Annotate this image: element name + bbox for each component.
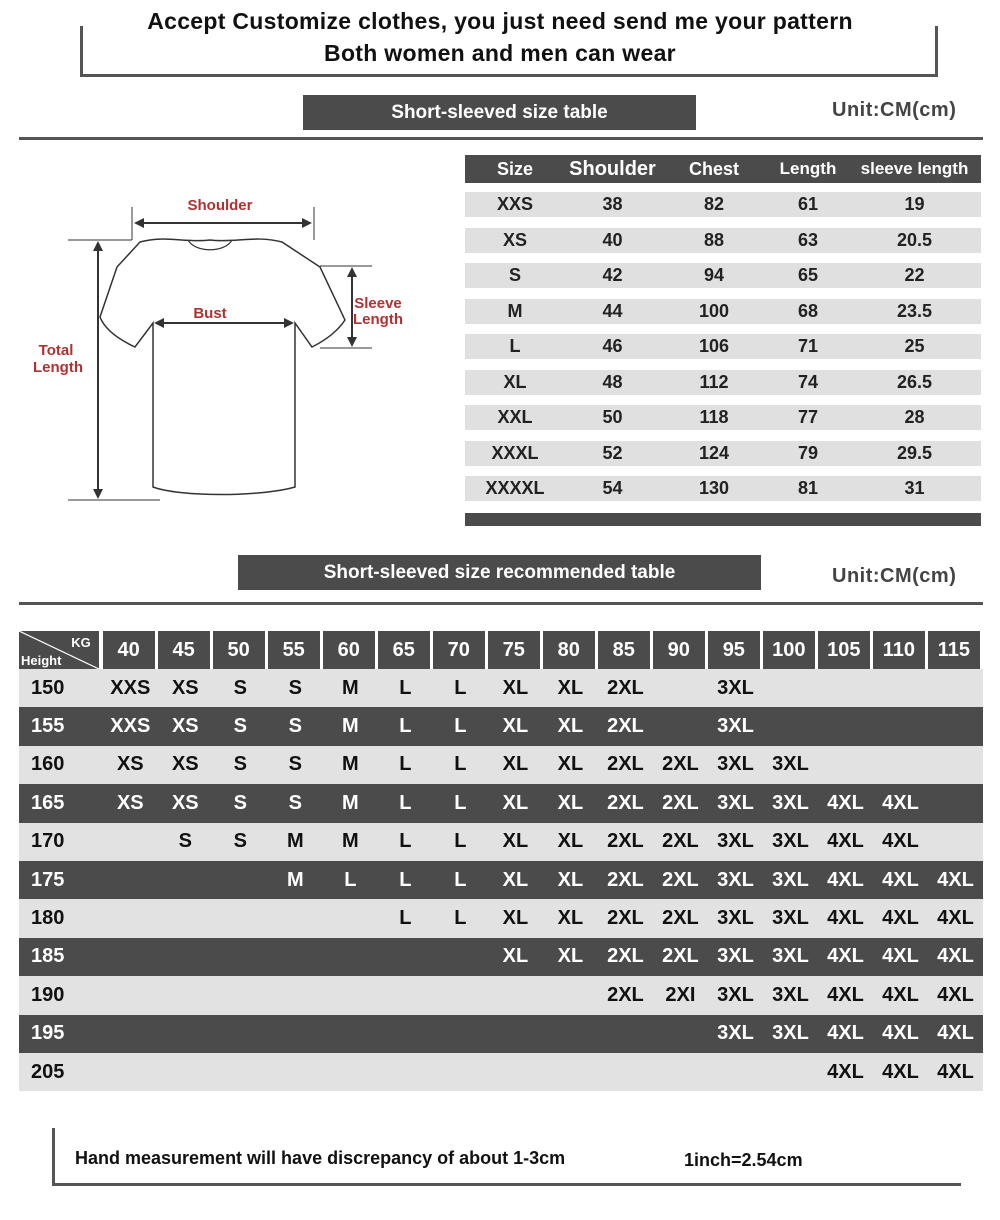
recommend-size-cell: L (454, 791, 467, 814)
recommend-size-cell: 2XI (665, 983, 696, 1006)
size-table-row (465, 228, 981, 253)
weight-header-cell: 60 (323, 631, 375, 669)
recommend-size-cell: 4XL (882, 1022, 919, 1045)
recommend-size-cell: XXS (110, 715, 151, 738)
recommend-size-cell: 2XL (607, 715, 644, 738)
recommend-size-cell: 4XL (827, 830, 864, 853)
recommend-size-cell: XS (116, 753, 144, 776)
size-table-footer-bar (465, 513, 981, 526)
corner-height-label: Height (21, 653, 62, 668)
weight-header-cell: 40 (103, 631, 155, 669)
recommend-size-cell: M (342, 830, 359, 853)
recommend-table-title: Short-sleeved size recommended table (238, 555, 761, 590)
recommend-size-cell: 2XL (607, 791, 644, 814)
size-table-title: Short-sleeved size table (303, 95, 696, 130)
sleeve-label-1: Sleeve (354, 295, 402, 312)
recommend-size-cell: 2XL (662, 753, 699, 776)
size-cell-chest: 88 (703, 229, 725, 250)
recommend-size-cell: 3XL (772, 1022, 809, 1045)
recommend-size-cell: 2XL (607, 983, 644, 1006)
recommend-size-cell: 3XL (717, 983, 754, 1006)
size-cell-chest: 112 (699, 371, 729, 392)
size-cell-shoulder: 50 (602, 407, 623, 427)
total-length-label-2: Length (33, 359, 83, 376)
size-table-row (465, 441, 981, 466)
recommend-size-cell: L (399, 868, 412, 891)
recommend-size-cell: S (288, 753, 302, 776)
recommend-size-cell: XL (502, 868, 529, 891)
recommend-size-cell: 4XL (937, 945, 974, 968)
recommend-row (19, 1015, 983, 1053)
recommend-size-cell: 2XL (607, 907, 644, 930)
shoulder-label: Shoulder (187, 197, 253, 214)
recommend-size-cell: L (454, 715, 467, 738)
recommend-size-cell: S (233, 830, 247, 853)
recommend-size-cell: 4XL (827, 868, 864, 891)
weight-header-cell: 105 (818, 631, 870, 669)
size-cell-sleeve-length: 23.5 (896, 300, 933, 321)
recommend-size-cell: XL (557, 676, 584, 699)
recommend-size-cell: 3XL (772, 753, 809, 776)
recommend-size-cell: XL (557, 945, 584, 968)
size-cell-sleeve-length: 31 (904, 478, 925, 498)
divider-2 (19, 602, 983, 605)
recommend-size-cell: M (287, 830, 304, 853)
recommend-size-cell: XS (116, 791, 144, 814)
size-cell-sleeve-length: 20.5 (896, 229, 933, 250)
unit-label-1: Unit:CM(cm) (832, 99, 957, 121)
recommend-row (19, 899, 983, 937)
footer-note: Hand measurement will have discrepancy of about 1-3cm (75, 1148, 566, 1168)
recommend-size-cell: XL (557, 753, 584, 776)
size-cell-sleeve-length: 29.5 (896, 442, 933, 463)
height-cell: 180 (31, 907, 65, 930)
size-cell-sleeve-length: 26.5 (896, 371, 933, 392)
size-cell-size: XXXXL (485, 478, 545, 498)
recommend-size-cell: L (454, 907, 467, 930)
size-cell-chest: 106 (698, 336, 730, 356)
recommend-size-cell: XS (171, 715, 199, 738)
size-cell-size: XXXL (491, 442, 539, 463)
recommend-size-cell: XL (557, 907, 584, 930)
recommend-size-cell: 4XL (827, 945, 864, 968)
header-length: Length (779, 159, 837, 178)
size-cell-length: 74 (797, 371, 819, 392)
height-cell: 190 (31, 983, 65, 1006)
bust-label: Bust (193, 305, 227, 322)
recommend-size-cell: L (454, 830, 467, 853)
recommend-size-cell: L (344, 868, 357, 891)
recommend-size-cell: XL (502, 791, 529, 814)
recommend-size-cell: 3XL (717, 907, 754, 930)
recommend-size-cell: 4XL (827, 907, 864, 930)
size-table-row (465, 476, 981, 501)
size-cell-size: XXS (496, 194, 534, 214)
weight-header-cell: 115 (928, 631, 980, 669)
size-table-header (465, 155, 981, 183)
recommend-size-cell: 3XL (717, 868, 754, 891)
recommend-size-cell: 4XL (937, 983, 974, 1006)
size-cell-chest: 118 (699, 407, 729, 427)
recommend-size-cell: 3XL (717, 676, 754, 699)
weight-header-cell: 75 (488, 631, 540, 669)
header-line-2: Both women and men can wear (324, 40, 676, 66)
recommend-size-cell: 4XL (937, 907, 974, 930)
recommend-size-cell: 3XL (772, 983, 809, 1006)
size-cell-length: 65 (797, 265, 819, 285)
recommend-size-cell: 3XL (772, 830, 809, 853)
recommend-size-cell: 2XL (607, 676, 644, 699)
recommend-size-cell: S (178, 830, 192, 853)
weight-header-cell: 50 (213, 631, 265, 669)
recommend-size-cell: S (233, 676, 247, 699)
weight-header-cell: 110 (873, 631, 925, 669)
size-table-body (465, 192, 981, 512)
recommend-row (19, 823, 983, 861)
recommend-size-cell: 3XL (717, 715, 754, 738)
height-cell: 155 (31, 715, 65, 738)
size-table-row (465, 370, 981, 395)
recommend-row (19, 784, 983, 822)
recommend-size-cell: 4XL (882, 791, 919, 814)
weight-header-cell: 95 (708, 631, 760, 669)
size-cell-length: 71 (797, 336, 819, 356)
recommend-size-cell: XL (502, 715, 529, 738)
size-cell-size: M (507, 300, 523, 321)
weight-header-cell: 55 (268, 631, 320, 669)
weight-header-cell: 80 (543, 631, 595, 669)
recommend-size-cell: M (342, 715, 359, 738)
recommend-size-cell: XL (502, 830, 529, 853)
recommend-size-cell: M (342, 676, 359, 699)
header-line-1: Accept Customize clothes, you just need send me your pattern (147, 8, 853, 34)
size-cell-shoulder: 38 (602, 194, 623, 214)
recommend-row (19, 976, 983, 1014)
recommend-size-cell: 2XL (662, 868, 699, 891)
recommend-size-cell: S (288, 676, 302, 699)
size-table-row (465, 299, 981, 324)
divider-1 (19, 137, 983, 140)
height-cell: 205 (31, 1060, 65, 1083)
size-cell-shoulder: 52 (602, 442, 623, 463)
recommend-size-cell: XL (502, 753, 529, 776)
recommend-size-cell: M (287, 868, 304, 891)
size-cell-size: XL (503, 371, 527, 392)
recommend-size-cell: XL (502, 945, 529, 968)
recommend-size-cell: 2XL (607, 830, 644, 853)
header-size: Size (496, 158, 534, 179)
recommend-size-cell: L (399, 907, 412, 930)
corner-cell (19, 631, 99, 669)
recommend-size-cell: 4XL (827, 1022, 864, 1045)
recommend-size-cell: 3XL (772, 791, 809, 814)
size-cell-sleeve-length: 25 (904, 336, 925, 356)
recommend-size-cell: XL (502, 676, 529, 699)
size-cell-shoulder: 40 (602, 229, 623, 250)
size-cell-length: 79 (797, 442, 819, 463)
footer-conversion: 1inch=2.54cm (684, 1150, 803, 1170)
recommend-table-header (19, 631, 983, 669)
recommend-size-cell: S (288, 715, 302, 738)
weight-header-cell: 85 (598, 631, 650, 669)
recommend-row (19, 669, 983, 707)
size-cell-chest: 82 (703, 194, 725, 214)
recommend-size-cell: 3XL (772, 868, 809, 891)
recommend-size-cell: XS (171, 676, 199, 699)
recommend-size-cell: 4XL (827, 983, 864, 1006)
size-cell-shoulder: 54 (602, 478, 623, 498)
recommend-size-cell: 4XL (882, 868, 919, 891)
sleeve-label-2: Length (353, 311, 403, 328)
height-cell: 150 (31, 676, 65, 699)
recommend-size-cell: 4XL (937, 1060, 974, 1083)
tshirt-diagram (20, 185, 460, 515)
recommend-size-cell: L (399, 676, 412, 699)
recommend-size-cell: 2XL (607, 945, 644, 968)
recommend-size-cell: XL (557, 715, 584, 738)
height-cell: 170 (31, 830, 65, 853)
height-cell: 160 (31, 753, 65, 776)
recommend-size-cell: 4XL (882, 830, 919, 853)
recommend-size-cell: 3XL (717, 791, 754, 814)
recommend-size-cell: S (233, 715, 247, 738)
recommend-size-cell: XXS (110, 676, 151, 699)
recommend-size-cell: L (454, 868, 467, 891)
size-cell-chest: 130 (698, 478, 730, 498)
size-cell-sleeve-length: 19 (904, 194, 925, 214)
recommend-size-cell: L (454, 676, 467, 699)
recommend-size-cell: XL (557, 830, 584, 853)
header-sleeve-length: sleeve length (860, 159, 969, 178)
recommend-size-cell: 2XL (607, 868, 644, 891)
recommend-size-cell: XS (171, 753, 199, 776)
size-cell-length: 81 (797, 478, 819, 498)
size-cell-shoulder: 46 (602, 336, 623, 356)
recommend-size-cell: 4XL (827, 791, 864, 814)
size-table-row (465, 405, 981, 430)
recommend-size-cell: XS (171, 791, 199, 814)
height-cell: 185 (31, 945, 65, 968)
size-cell-chest: 124 (698, 442, 730, 463)
recommend-size-cell: 2XL (662, 945, 699, 968)
weight-header-cell: 65 (378, 631, 430, 669)
recommend-size-cell: 3XL (772, 907, 809, 930)
header-chest: Chest (688, 158, 739, 179)
height-cell: 195 (31, 1022, 65, 1045)
size-cell-chest: 100 (698, 300, 730, 321)
recommend-size-cell: S (288, 791, 302, 814)
recommend-size-cell: S (233, 753, 247, 776)
size-cell-length: 61 (797, 194, 819, 214)
height-cell: 175 (31, 868, 65, 891)
weight-header-cell: 70 (433, 631, 485, 669)
recommend-size-cell: 2XL (662, 907, 699, 930)
recommend-size-cell: M (342, 753, 359, 776)
recommend-size-cell: XL (557, 868, 584, 891)
header-shoulder: Shoulder (569, 157, 656, 180)
size-table-row (465, 192, 981, 217)
recommend-row (19, 707, 983, 745)
recommend-size-cell: 4XL (882, 907, 919, 930)
size-cell-length: 77 (797, 407, 819, 427)
height-cell: 165 (31, 791, 65, 814)
recommend-size-cell: 4XL (882, 983, 919, 1006)
size-cell-shoulder: 48 (602, 371, 623, 392)
size-cell-size: XXL (497, 407, 533, 427)
recommend-row (19, 861, 983, 899)
size-cell-shoulder: 44 (602, 300, 623, 321)
size-cell-shoulder: 42 (602, 265, 623, 285)
weight-header-cell: 100 (763, 631, 815, 669)
recommend-size-cell: 4XL (882, 945, 919, 968)
recommend-size-cell: 4XL (827, 1060, 864, 1083)
size-cell-length: 68 (797, 300, 819, 321)
size-table-row (465, 263, 981, 288)
recommend-row (19, 938, 983, 976)
weight-header-cell: 45 (158, 631, 210, 669)
recommend-row (19, 1053, 983, 1091)
recommend-size-cell: 2XL (607, 753, 644, 776)
total-length-label-1: Total (38, 342, 74, 359)
size-cell-size: L (509, 336, 521, 356)
size-cell-sleeve-length: 22 (904, 265, 925, 285)
recommend-size-cell: 2XL (662, 791, 699, 814)
size-table-row (465, 334, 981, 359)
recommend-size-cell: 4XL (882, 1060, 919, 1083)
size-cell-sleeve-length: 28 (904, 407, 925, 427)
recommend-size-cell: XL (502, 907, 529, 930)
recommend-row (19, 746, 983, 784)
recommend-size-cell: L (399, 830, 412, 853)
recommend-size-cell: 3XL (717, 1022, 754, 1045)
recommend-size-cell: 3XL (717, 753, 754, 776)
recommend-size-cell: L (399, 791, 412, 814)
recommend-size-cell: 3XL (717, 945, 754, 968)
size-cell-length: 63 (797, 229, 819, 250)
weight-header-cell: 90 (653, 631, 705, 669)
recommend-table-body (19, 669, 983, 1091)
size-cell-size: S (508, 265, 521, 285)
recommend-size-cell: S (233, 791, 247, 814)
recommend-size-cell: 2XL (662, 830, 699, 853)
recommend-size-cell: L (454, 753, 467, 776)
corner-kg-label: KG (71, 635, 91, 650)
recommend-size-cell: 3XL (717, 830, 754, 853)
size-cell-chest: 94 (703, 265, 725, 285)
recommend-size-cell: 3XL (772, 945, 809, 968)
recommend-table (19, 631, 983, 1091)
recommend-size-cell: 4XL (937, 1022, 974, 1045)
recommend-size-cell: M (342, 791, 359, 814)
unit-label-2: Unit:CM(cm) (832, 565, 957, 587)
recommend-size-cell: L (399, 715, 412, 738)
size-cell-size: XS (502, 229, 527, 250)
recommend-size-cell: XL (557, 791, 584, 814)
recommend-size-cell: 4XL (937, 868, 974, 891)
recommend-size-cell: L (399, 753, 412, 776)
